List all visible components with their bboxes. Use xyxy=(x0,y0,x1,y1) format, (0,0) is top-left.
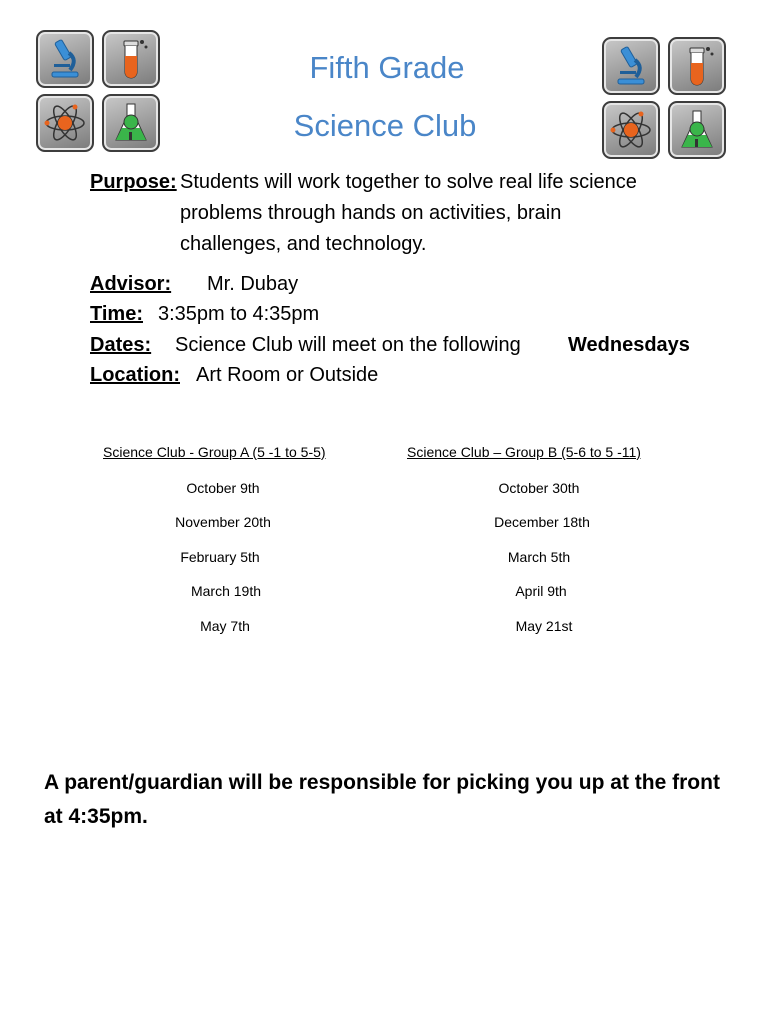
purpose-text: Students will work together to solve real life science problems through hands on activities, brain challenges, and technology. xyxy=(180,171,637,255)
list-item: October 9th xyxy=(186,480,260,496)
time-value: 3:35pm to 4:35pm xyxy=(158,303,320,325)
page-title: Fifth Grade xyxy=(309,50,465,85)
list-item: April 9th xyxy=(515,583,567,599)
list-item: October 30th xyxy=(498,480,580,496)
list-item: December 18th xyxy=(494,514,590,530)
list-item: February 5th xyxy=(180,549,260,565)
group-a-heading: Science Club - Group A (5 -1 to 5-5) xyxy=(103,444,326,460)
dates-emphasis: Wednesdays xyxy=(568,334,690,356)
dates-value: Science Club will meet on the following xyxy=(175,334,521,356)
group-b-heading: Science Club – Group B (5-6 to 5 -11) xyxy=(407,444,641,460)
location-label: Location: xyxy=(90,364,180,386)
list-item: May 21st xyxy=(515,618,573,634)
advisor-value: Mr. Dubay xyxy=(207,273,299,295)
list-item: March 5th xyxy=(507,549,571,565)
dates-label: Dates: xyxy=(90,334,152,356)
location-value: Art Room or Outside xyxy=(196,364,379,386)
time-label: Time: xyxy=(90,303,143,325)
pickup-notice: A parent/guardian will be responsible for picking you up at the front at 4:35pm. xyxy=(44,771,720,828)
list-item: May 7th xyxy=(200,618,250,634)
advisor-label: Advisor: xyxy=(90,273,172,295)
list-item: November 20th xyxy=(175,514,271,530)
list-item: March 19th xyxy=(190,583,262,599)
purpose-label: Purpose: xyxy=(90,171,177,193)
page-subtitle: Science Club xyxy=(293,108,477,143)
